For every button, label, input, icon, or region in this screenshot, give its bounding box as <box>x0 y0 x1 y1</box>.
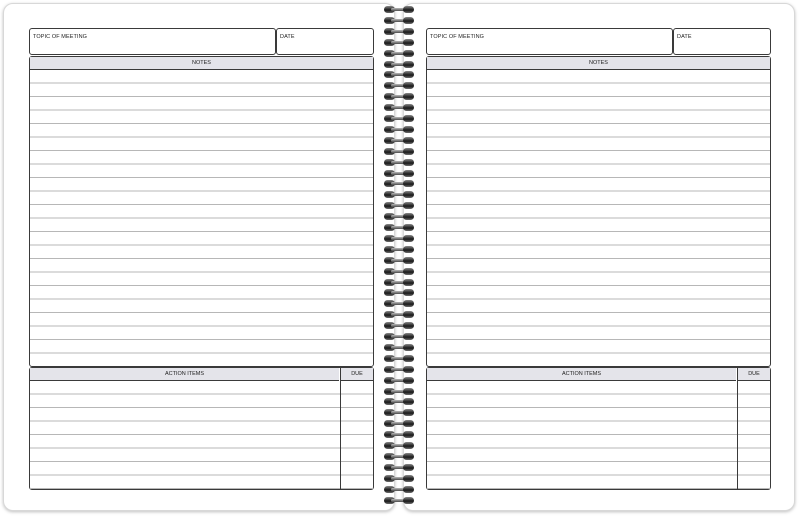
action-items-section[interactable] <box>29 367 374 490</box>
spiral-coil <box>383 288 417 297</box>
date-field[interactable] <box>276 28 374 55</box>
spiral-coil <box>383 430 417 439</box>
spiral-coil <box>383 190 417 199</box>
spiral-coil <box>383 60 417 69</box>
spiral-coil <box>383 49 417 58</box>
notes-section[interactable] <box>29 56 374 367</box>
right-notebook-page <box>403 3 795 511</box>
spiral-coil <box>383 136 417 145</box>
spiral-coil <box>383 212 417 221</box>
date-label: DATE <box>280 34 295 40</box>
notes-header: NOTES <box>427 57 770 70</box>
action-items-header <box>30 368 339 381</box>
spiral-coil <box>383 201 417 210</box>
spiral-coil <box>383 278 417 287</box>
spiral-coil <box>383 81 417 90</box>
notes-ruled-lines <box>427 70 770 366</box>
spiral-coil <box>383 245 417 254</box>
spiral-coil <box>383 485 417 494</box>
spiral-coil <box>383 147 417 156</box>
due-label: DUE <box>748 371 760 377</box>
spiral-coil <box>383 419 417 428</box>
spiral-coil <box>383 441 417 450</box>
spiral-coil <box>383 92 417 101</box>
action-items-section[interactable] <box>426 367 771 490</box>
spiral-coil <box>383 158 417 167</box>
spiral-coil <box>383 179 417 188</box>
spiral-coil <box>383 321 417 330</box>
spiral-coil <box>383 16 417 25</box>
spiral-binding <box>383 0 417 519</box>
spiral-coil <box>383 496 417 505</box>
spiral-coil <box>383 474 417 483</box>
spiral-coil <box>383 223 417 232</box>
due-label: DUE <box>351 371 363 377</box>
spiral-coil <box>383 397 417 406</box>
topic-of-meeting-field[interactable] <box>29 28 276 55</box>
spiral-coil <box>383 463 417 472</box>
spiral-coil <box>383 408 417 417</box>
due-column-divider <box>737 368 738 489</box>
spiral-coil <box>383 354 417 363</box>
action-items-label: ACTION ITEMS <box>561 371 602 377</box>
action-items-label: ACTION ITEMS <box>164 371 205 377</box>
action-items-ruled-lines <box>30 381 373 489</box>
spiral-coil <box>383 234 417 243</box>
spiral-coil <box>383 256 417 265</box>
due-header <box>341 368 373 381</box>
left-notebook-page <box>3 3 395 511</box>
due-column-divider <box>340 368 341 489</box>
spiral-coil <box>383 27 417 36</box>
spiral-coil <box>383 125 417 134</box>
spiral-coil <box>383 169 417 178</box>
spiral-coil <box>383 70 417 79</box>
date-label: DATE <box>677 34 692 40</box>
topic-of-meeting-label: TOPIC OF MEETING <box>430 34 485 40</box>
spiral-coil <box>383 103 417 112</box>
spiral-coil <box>383 387 417 396</box>
spiral-coil <box>383 332 417 341</box>
spiral-coil <box>383 343 417 352</box>
spiral-coil <box>383 376 417 385</box>
spiral-coil <box>383 310 417 319</box>
action-items-header <box>427 368 736 381</box>
spiral-coil <box>383 114 417 123</box>
spiral-coil <box>383 452 417 461</box>
spiral-coil <box>383 299 417 308</box>
spiral-coil <box>383 365 417 374</box>
date-field[interactable] <box>673 28 771 55</box>
notes-ruled-lines <box>30 70 373 366</box>
action-items-ruled-lines <box>427 381 770 489</box>
due-header <box>738 368 770 381</box>
notes-header: NOTES <box>30 57 373 70</box>
spiral-coil <box>383 267 417 276</box>
spiral-coil <box>383 5 417 14</box>
spiral-coil <box>383 38 417 47</box>
notes-section[interactable] <box>426 56 771 367</box>
topic-of-meeting-label: TOPIC OF MEETING <box>33 34 88 40</box>
topic-of-meeting-field[interactable] <box>426 28 673 55</box>
